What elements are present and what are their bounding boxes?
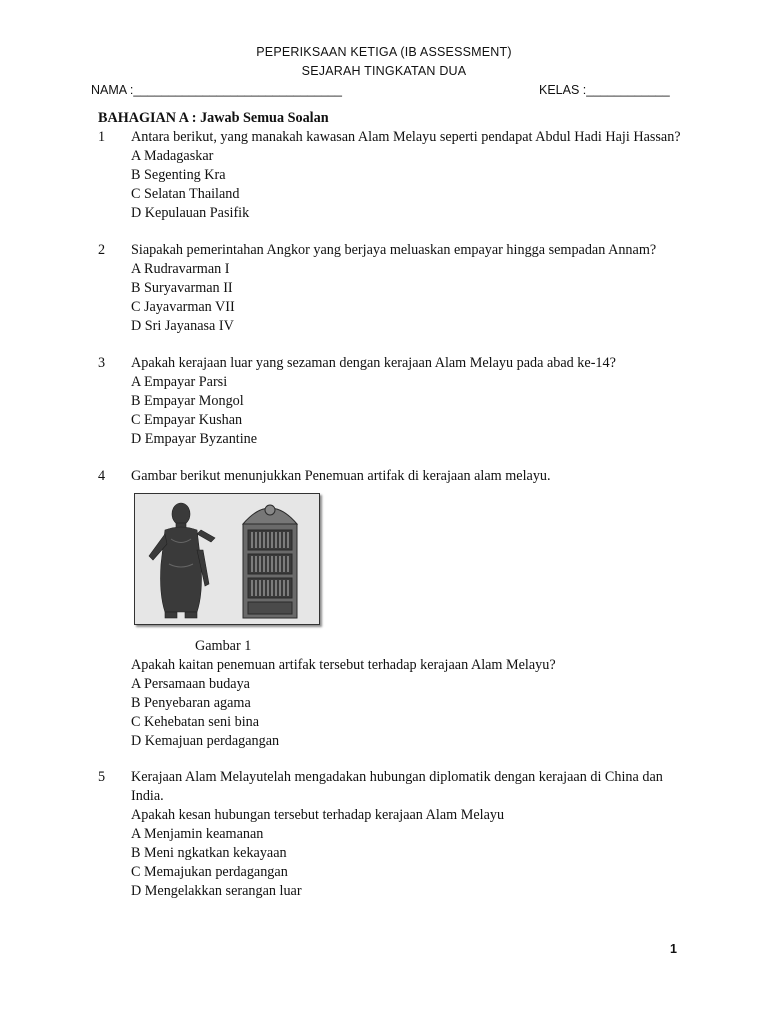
option-a: A Rudravarman I bbox=[131, 261, 230, 277]
question-number: 1 bbox=[98, 129, 106, 145]
option-d: D Kemajuan perdagangan bbox=[131, 733, 280, 749]
section-heading: BAHAGIAN A : Jawab Semua Soalan bbox=[98, 110, 329, 126]
question-text: Gambar berikut menunjukkan Penemuan artifak di kerajaan alam melayu. bbox=[131, 468, 551, 484]
option-c: C Jayavarman VII bbox=[131, 299, 235, 315]
option-b: B Segenting Kra bbox=[131, 167, 226, 183]
option-b: B Meni ngkatkan kekayaan bbox=[131, 845, 287, 861]
class-field: KELAS :____________ bbox=[539, 83, 670, 97]
option-d: D Kepulauan Pasifik bbox=[131, 205, 250, 221]
question-number: 3 bbox=[98, 355, 106, 371]
option-b: B Suryavarman II bbox=[131, 280, 233, 296]
name-field: NAMA :______________________________ bbox=[91, 83, 342, 97]
option-a: A Madagaskar bbox=[131, 148, 214, 164]
artifact-photo bbox=[134, 493, 320, 625]
question-number: 5 bbox=[98, 769, 106, 785]
question-prompt: Apakah kesan hubungan tersebut terhadap kerajaan Alam Melayu bbox=[131, 807, 505, 823]
exam-title: PEPERIKSAAN KETIGA (IB ASSESSMENT) bbox=[256, 45, 512, 59]
option-a: A Menjamin keamanan bbox=[131, 826, 264, 842]
option-d: D Empayar Byzantine bbox=[131, 431, 258, 447]
option-c: C Kehebatan seni bina bbox=[131, 714, 260, 730]
option-b: B Penyebaran agama bbox=[131, 695, 251, 711]
option-c: C Empayar Kushan bbox=[131, 412, 243, 428]
figure-caption: Gambar 1 bbox=[195, 638, 252, 654]
question-text: Siapakah pemerintahan Angkor yang berjaya meluaskan empayar hingga sempadan Annam? bbox=[131, 242, 657, 258]
option-d: D Sri Jayanasa IV bbox=[131, 318, 234, 334]
option-b: B Empayar Mongol bbox=[131, 393, 244, 409]
question-number: 4 bbox=[98, 468, 106, 484]
option-c: C Selatan Thailand bbox=[131, 186, 240, 202]
question-text-line-1: Kerajaan Alam Melayutelah mengadakan hubungan diplomatik dengan kerajaan di China dan bbox=[131, 769, 663, 785]
page-number: 1 bbox=[670, 942, 677, 956]
artifact-illustration bbox=[135, 494, 319, 624]
question-text: Antara berikut, yang manakah kawasan Alam Melayu seperti pendapat Abdul Hadi Haji Hassan? bbox=[131, 129, 681, 145]
question-number: 2 bbox=[98, 242, 106, 258]
option-a: A Empayar Parsi bbox=[131, 374, 228, 390]
option-a: A Persamaan budaya bbox=[131, 676, 250, 692]
question-text-line-2: India. bbox=[131, 788, 164, 804]
option-c: C Memajukan perdagangan bbox=[131, 864, 288, 880]
question-text: Apakah kerajaan luar yang sezaman dengan kerajaan Alam Melayu pada abad ke-14? bbox=[131, 355, 616, 371]
option-d: D Mengelakkan serangan luar bbox=[131, 883, 302, 899]
question-text: Apakah kaitan penemuan artifak tersebut terhadap kerajaan Alam Melayu? bbox=[131, 657, 556, 673]
exam-subtitle: SEJARAH TINGKATAN DUA bbox=[301, 64, 467, 78]
